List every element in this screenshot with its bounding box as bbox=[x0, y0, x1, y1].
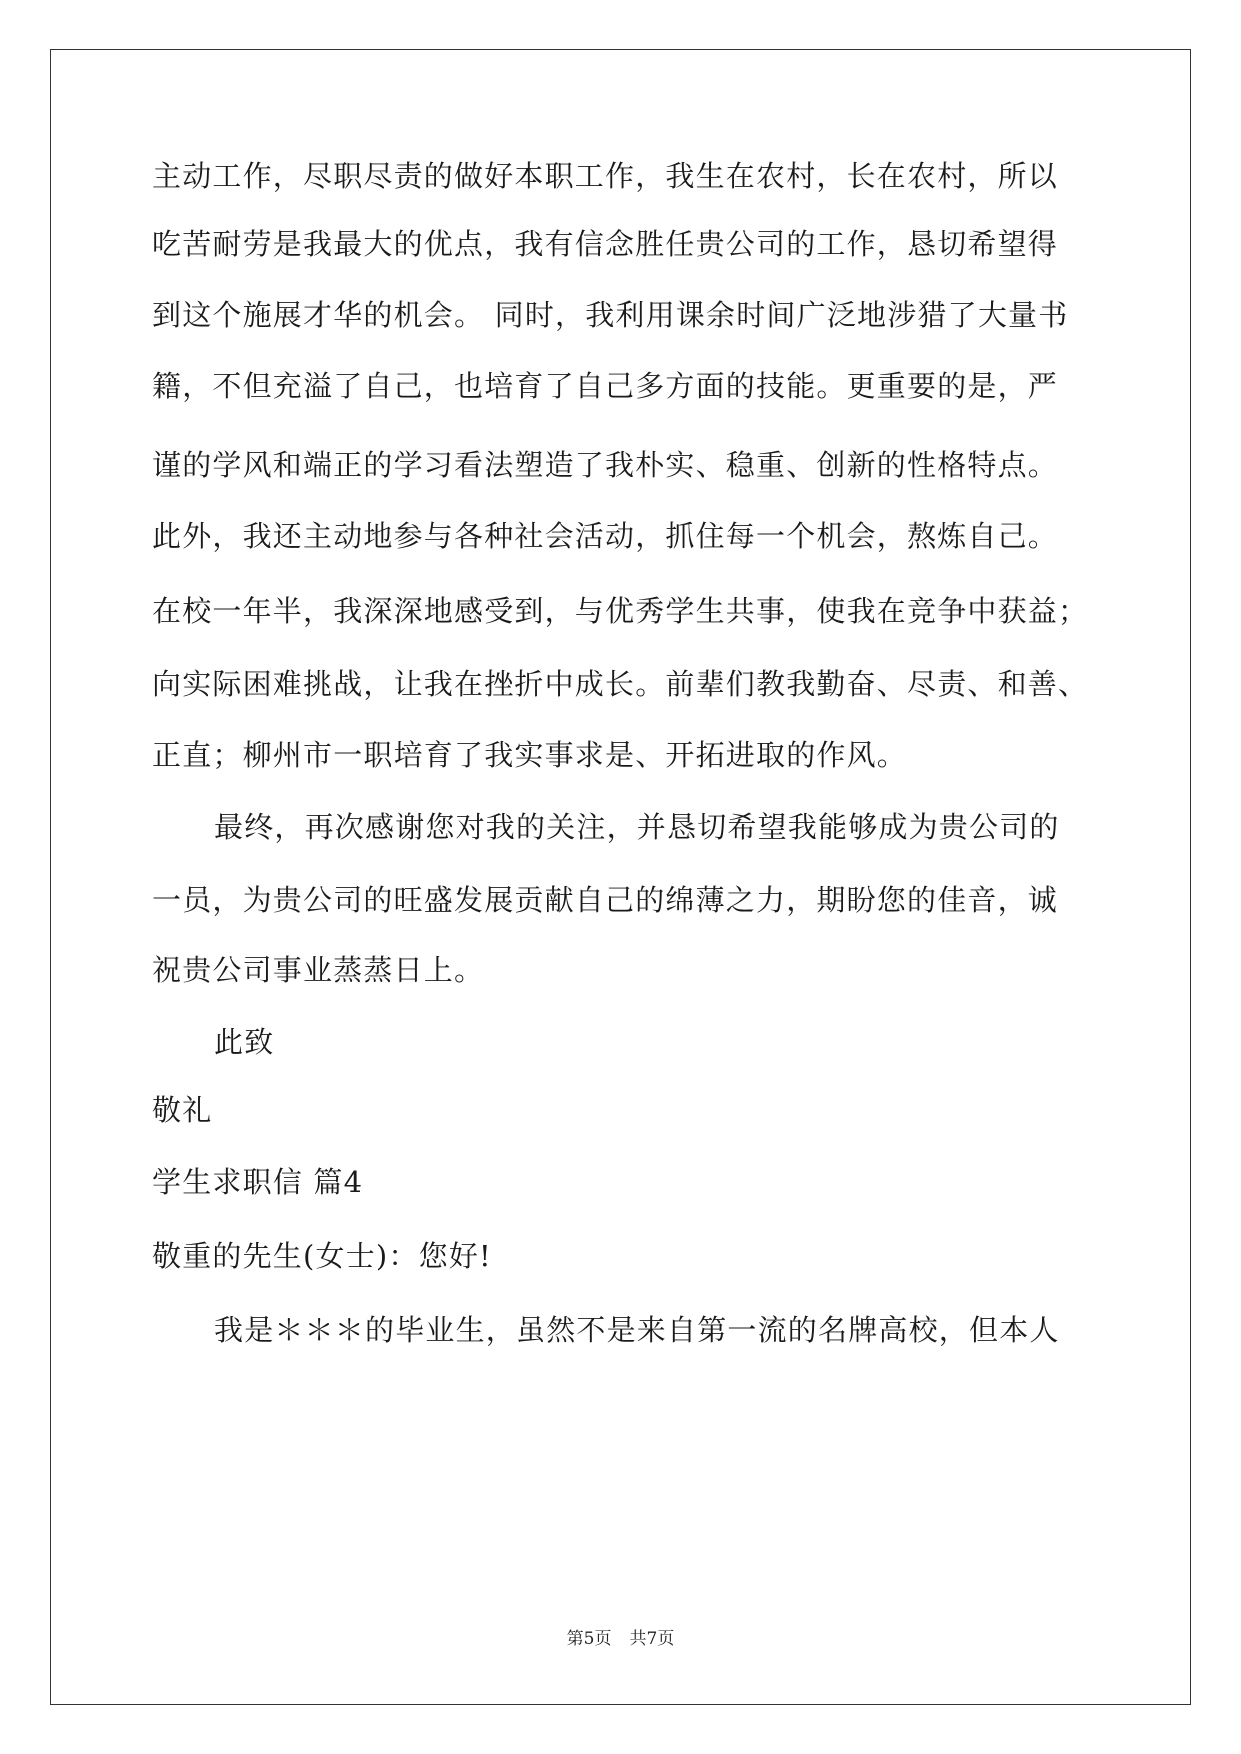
body-line: 祝贵公司事业蒸蒸日上。 bbox=[152, 953, 485, 987]
page-footer bbox=[0, 1627, 1241, 1651]
body-line: 一员，为贵公司的旺盛发展贡献自己的绵薄之力，期盼您的佳音，诚 bbox=[152, 883, 1059, 917]
closing-salutation: 此致 bbox=[214, 1025, 275, 1059]
closing-respect: 敬礼 bbox=[152, 1093, 213, 1127]
body-line: 籍，不但充溢了自己，也培育了自己多方面的技能。更重要的是，严 bbox=[152, 369, 1059, 403]
paragraph-line: 最终，再次感谢您对我的关注，并恳切希望我能够成为贵公司的 bbox=[214, 810, 1060, 844]
paragraph-line: 我是＊＊＊的毕业生，虽然不是来自第一流的名牌高校，但本人 bbox=[214, 1313, 1060, 1347]
body-line: 主动工作，尽职尽责的做好本职工作，我生在农村，长在农村，所以 bbox=[152, 159, 1059, 193]
body-line: 吃苦耐劳是我最大的优点，我有信念胜任贵公司的工作，恳切希望得 bbox=[152, 227, 1059, 261]
body-line: 到这个施展才华的机会。 同时，我利用课余时间广泛地涉猎了大量书 bbox=[152, 298, 1069, 332]
body-line: 谨的学风和端正的学习看法塑造了我朴实、稳重、创新的性格特点。 bbox=[152, 448, 1059, 482]
body-line: 此外，我还主动地参与各种社会活动，抓住每一个机会，熬炼自己。 bbox=[152, 519, 1059, 553]
page-total: 共7页 bbox=[629, 1629, 675, 1649]
body-line: 正直；柳州市一职培育了我实事求是、开拓进取的作风。 bbox=[152, 738, 908, 772]
body-line: 向实际困难挑战，让我在挫折中成长。前辈们教我勤奋、尽责、和善、 bbox=[152, 667, 1089, 701]
page-number: 第5页 bbox=[566, 1629, 612, 1649]
section-heading: 学生求职信 篇4 bbox=[152, 1165, 364, 1199]
greeting-line: 敬重的先生(女士)：您好! bbox=[152, 1239, 492, 1273]
body-line: 在校一年半，我深深地感受到，与优秀学生共事，使我在竞争中获益； bbox=[152, 594, 1089, 628]
